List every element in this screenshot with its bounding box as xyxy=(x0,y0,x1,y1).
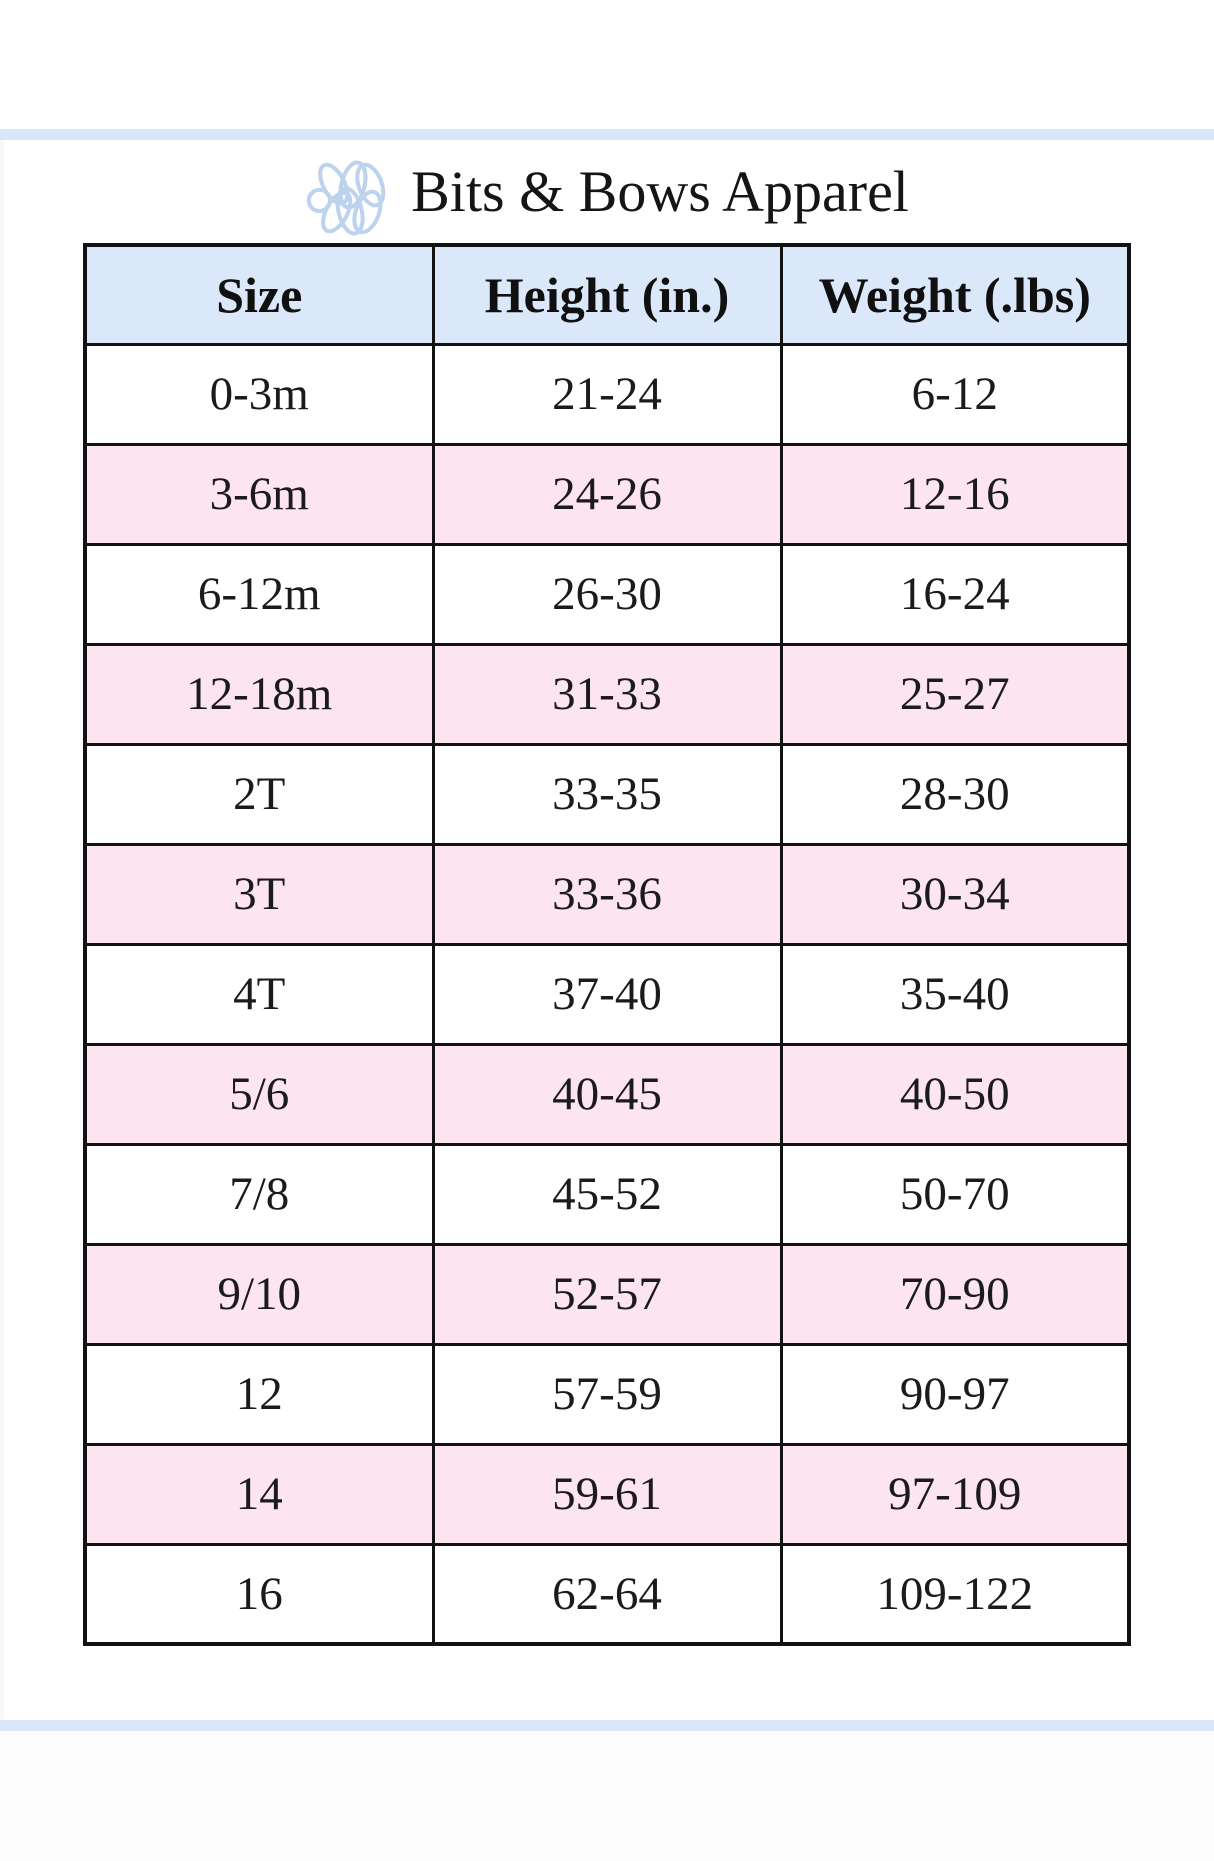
height-cell: 26-30 xyxy=(433,544,781,644)
column-header-height: Height (in.) xyxy=(433,245,781,344)
size-cell: 4T xyxy=(85,944,433,1044)
weight-cell: 25-27 xyxy=(781,644,1129,744)
table-header xyxy=(85,245,1129,344)
table-body xyxy=(85,344,1129,1644)
table-row xyxy=(85,1144,1129,1244)
table-row xyxy=(85,1544,1129,1644)
table-row xyxy=(85,544,1129,644)
bottom-whitespace xyxy=(0,1731,1214,1861)
weight-cell: 90-97 xyxy=(781,1344,1129,1444)
table-row xyxy=(85,1044,1129,1144)
size-cell: 14 xyxy=(85,1444,433,1544)
size-cell: 6-12m xyxy=(85,544,433,644)
weight-cell: 6-12 xyxy=(781,344,1129,444)
size-cell: 16 xyxy=(85,1544,433,1644)
size-cell: 9/10 xyxy=(85,1244,433,1344)
bottom-accent-stripe xyxy=(0,1720,1214,1731)
weight-cell: 50-70 xyxy=(781,1144,1129,1244)
size-chart-table xyxy=(83,243,1131,1646)
table-row xyxy=(85,344,1129,444)
height-cell: 45-52 xyxy=(433,1144,781,1244)
page-left-edge xyxy=(0,140,4,1720)
size-cell: 0-3m xyxy=(85,344,433,444)
table-row xyxy=(85,644,1129,744)
table-row xyxy=(85,1344,1129,1444)
height-cell: 21-24 xyxy=(433,344,781,444)
size-cell: 12-18m xyxy=(85,644,433,744)
size-cell: 7/8 xyxy=(85,1144,433,1244)
page-title: Bits & Bows Apparel xyxy=(411,159,909,224)
weight-cell: 40-50 xyxy=(781,1044,1129,1144)
table-row xyxy=(85,1244,1129,1344)
height-cell: 62-64 xyxy=(433,1544,781,1644)
height-cell: 33-36 xyxy=(433,844,781,944)
height-cell: 37-40 xyxy=(433,944,781,1044)
weight-cell: 97-109 xyxy=(781,1444,1129,1544)
top-accent-stripe xyxy=(0,129,1214,140)
height-cell: 52-57 xyxy=(433,1244,781,1344)
height-cell: 33-35 xyxy=(433,744,781,844)
height-cell: 24-26 xyxy=(433,444,781,544)
height-cell: 31-33 xyxy=(433,644,781,744)
size-cell: 3-6m xyxy=(85,444,433,544)
size-cell: 2T xyxy=(85,744,433,844)
column-header-weight: Weight (.lbs) xyxy=(781,245,1129,344)
table-row xyxy=(85,944,1129,1044)
content-area xyxy=(0,140,1214,1720)
top-whitespace xyxy=(0,0,1214,129)
weight-cell: 12-16 xyxy=(781,444,1129,544)
table-row xyxy=(85,1444,1129,1544)
size-cell: 12 xyxy=(85,1344,433,1444)
weight-cell: 109-122 xyxy=(781,1544,1129,1644)
brand-header xyxy=(0,140,1214,243)
brand-monogram-icon xyxy=(305,153,401,245)
weight-cell: 70-90 xyxy=(781,1244,1129,1344)
table-row xyxy=(85,444,1129,544)
weight-cell: 35-40 xyxy=(781,944,1129,1044)
height-cell: 40-45 xyxy=(433,1044,781,1144)
column-header-size: Size xyxy=(85,245,433,344)
table-row xyxy=(85,844,1129,944)
size-cell: 3T xyxy=(85,844,433,944)
header-row xyxy=(85,245,1129,344)
height-cell: 57-59 xyxy=(433,1344,781,1444)
table-row xyxy=(85,744,1129,844)
size-cell: 5/6 xyxy=(85,1044,433,1144)
weight-cell: 16-24 xyxy=(781,544,1129,644)
height-cell: 59-61 xyxy=(433,1444,781,1544)
weight-cell: 28-30 xyxy=(781,744,1129,844)
weight-cell: 30-34 xyxy=(781,844,1129,944)
